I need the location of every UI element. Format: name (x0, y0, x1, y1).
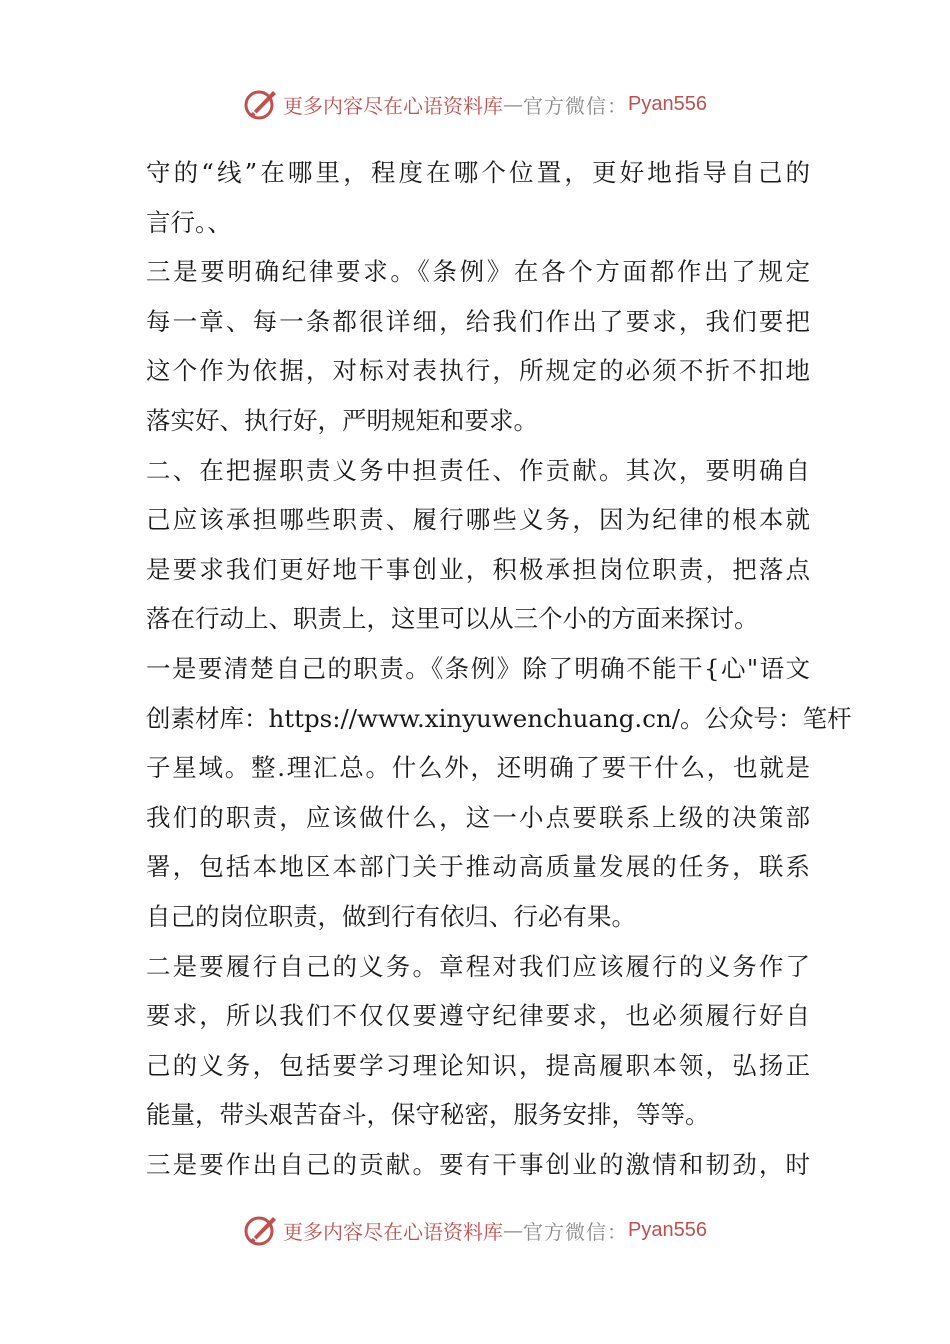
text-line: 守的“线”在哪里，程度在哪个位置，更好地指导自己的 (146, 158, 810, 187)
text-line: 落在行动上、职责上，这里可以从三个小的方面来探讨。 (146, 604, 759, 634)
text-line: 要求，所以我们不仅仅要遵守纪律要求，也必须履行好自 (146, 1001, 810, 1031)
text-line: 二是要履行自己的义务。章程对我们应该履行的义务作了 (146, 951, 810, 981)
banner-dash: — (503, 92, 524, 116)
text-line: 能量，带头艰苦奋斗，保守秘密，服务安排，等等。 (146, 1100, 710, 1130)
text-line: 落实好、执行好，严明规矩和要求。 (146, 405, 538, 435)
text-line: 己的义务，包括要学习理论知识，提高履职本领，弘扬正 (146, 1050, 810, 1080)
text-line: 自己的岗位职责，做到行有依归、行必有果。 (146, 901, 636, 931)
text-line: 子星域。整.理汇总。什么外，还明确了要干什么，也就是 (146, 753, 810, 783)
text-line: 创素材库：https://www.xinyuwenchuang.cn/。公众号：笔杆 (146, 703, 852, 733)
banner-text: 更多内容尽在心语资料库 (283, 93, 504, 118)
banner-wechat-id: Pyan556 (628, 1218, 707, 1241)
quill-pen-circle-icon (243, 1212, 279, 1248)
text-line: 言行。、 (146, 207, 232, 237)
text-line: 己应该承担哪些职责、履行哪些义务，因为纪律的根本就 (146, 505, 810, 535)
banner-dash: — (503, 1218, 524, 1242)
banner-text: 更多内容尽在心语资料库 (283, 1219, 504, 1244)
text-line: 三是要作出自己的贡献。要有干事创业的激情和韧劲，时 (146, 1149, 810, 1179)
footer-banner (0, 1210, 950, 1250)
quill-pen-circle-icon (243, 86, 279, 122)
text-line: 是要求我们更好地干事创业，积极承担岗位职责，把落点 (146, 554, 810, 584)
text-line: 这个作为依据，对标对表执行，所规定的必须不折不扣地 (146, 356, 810, 386)
text-line: 署，包括本地区本部门关于推动高质量发展的任务，联系 (146, 852, 810, 882)
text-line: 我们的职责，应该做什么，这一小点要联系上级的决策部 (146, 802, 810, 832)
text-line: 二、在把握职责义务中担责任、作贡献。其次，要明确自 (146, 455, 810, 485)
text-line: 一是要清楚自己的职责。《条例》除了明确不能干{心"语文 (146, 653, 810, 683)
text-line: 三是要明确纪律要求。《条例》在各个方面都作出了规定 (146, 257, 810, 287)
header-banner (0, 84, 950, 124)
banner-wechat-label: 官方微信： (523, 1219, 629, 1244)
banner-wechat-id: Pyan556 (628, 92, 707, 115)
document-body (146, 148, 852, 1189)
banner-wechat-label: 官方微信： (523, 93, 629, 118)
text-line: 每一章、每一条都很详细，给我们作出了要求，我们要把 (146, 306, 810, 336)
